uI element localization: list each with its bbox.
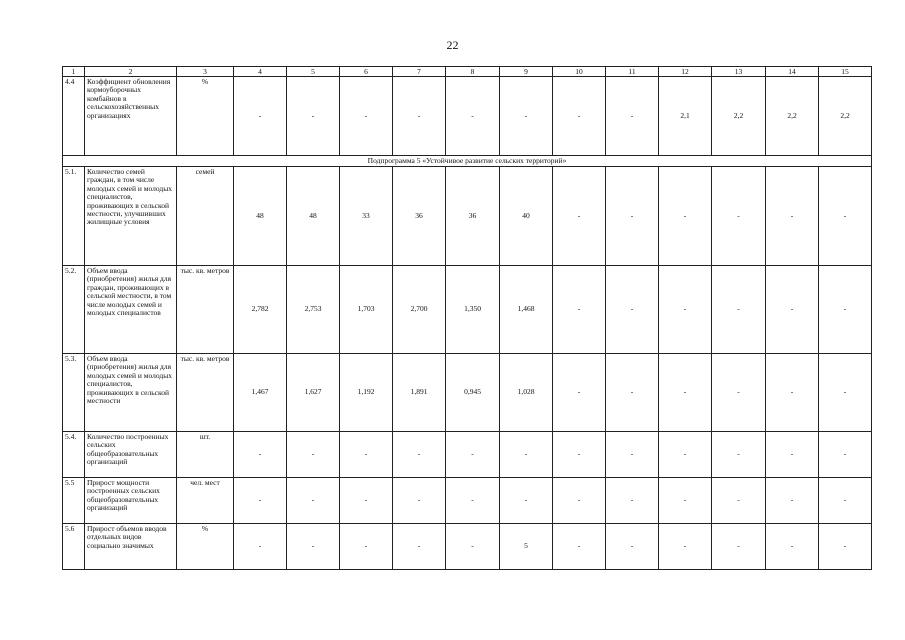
value-cell: - xyxy=(766,478,819,524)
value-cell: - xyxy=(553,266,606,354)
value-cell: 2,2 xyxy=(819,77,872,156)
value-cell: 1,350 xyxy=(446,266,500,354)
value-cell: 1,703 xyxy=(340,266,393,354)
value-cell: 0,945 xyxy=(446,354,500,432)
table-row xyxy=(63,167,872,266)
unit-cell: чел. мест xyxy=(177,478,234,524)
row-number: 5.6 xyxy=(63,524,85,570)
indicator-name: Количество семей граждан, в том числе молодых семей и молодых специалистов, проживающих в сельской местности, улучшивших жилищные условия xyxy=(85,167,177,266)
header-cell: 10 xyxy=(553,67,606,77)
indicator-name: Прирост объемов вводов отдельных видов социально значимых xyxy=(85,524,177,570)
value-cell: - xyxy=(553,354,606,432)
header-cell: 9 xyxy=(500,67,553,77)
value-cell: - xyxy=(500,478,553,524)
subprogram-title: Подпрограмма 5 «Устойчивое развитие сельских территорий» xyxy=(63,156,872,167)
header-cell: 13 xyxy=(712,67,766,77)
value-cell: - xyxy=(287,524,340,570)
value-cell: - xyxy=(446,524,500,570)
value-cell: - xyxy=(606,167,659,266)
value-cell: - xyxy=(819,432,872,478)
value-cell: - xyxy=(659,432,712,478)
value-cell: - xyxy=(287,432,340,478)
value-cell: 1,627 xyxy=(287,354,340,432)
value-cell: - xyxy=(287,478,340,524)
header-cell: 6 xyxy=(340,67,393,77)
value-cell: - xyxy=(553,432,606,478)
header-cell: 5 xyxy=(287,67,340,77)
value-cell: - xyxy=(712,266,766,354)
value-cell: - xyxy=(606,77,659,156)
value-cell: 5 xyxy=(500,524,553,570)
header-cell: 1 xyxy=(63,67,85,77)
value-cell: - xyxy=(340,478,393,524)
indicator-name: Объем ввода (приобретения) жилья для граждан, проживающих в сельской местности, в том числе молодых семей и молодых специалистов xyxy=(85,266,177,354)
value-cell: 48 xyxy=(234,167,287,266)
subprogram-row xyxy=(63,156,872,167)
header-cell: 4 xyxy=(234,67,287,77)
value-cell: - xyxy=(712,432,766,478)
unit-cell: тыс. кв. метров xyxy=(177,266,234,354)
row-number: 5.2. xyxy=(63,266,85,354)
indicator-name: Прирост мощности построенных сельских общеобразовательных организаций xyxy=(85,478,177,524)
value-cell: 33 xyxy=(340,167,393,266)
value-cell: - xyxy=(553,77,606,156)
value-cell: - xyxy=(819,266,872,354)
unit-cell: % xyxy=(177,524,234,570)
value-cell: - xyxy=(659,524,712,570)
value-cell: - xyxy=(606,354,659,432)
value-cell: - xyxy=(287,77,340,156)
table-row xyxy=(63,524,872,570)
value-cell: - xyxy=(712,478,766,524)
value-cell: 40 xyxy=(500,167,553,266)
unit-cell: % xyxy=(177,77,234,156)
row-number: 4.4 xyxy=(63,77,85,156)
header-cell: 7 xyxy=(393,67,446,77)
value-cell: - xyxy=(500,77,553,156)
value-cell: - xyxy=(500,432,553,478)
value-cell: - xyxy=(393,478,446,524)
value-cell: - xyxy=(446,478,500,524)
value-cell: - xyxy=(712,167,766,266)
row-number: 5.5 xyxy=(63,478,85,524)
table-row xyxy=(63,266,872,354)
header-cell: 3 xyxy=(177,67,234,77)
indicator-name: Количество построенных сельских общеобразовательных организаций xyxy=(85,432,177,478)
value-cell: - xyxy=(340,432,393,478)
value-cell: - xyxy=(659,167,712,266)
value-cell: - xyxy=(766,266,819,354)
value-cell: 2,700 xyxy=(393,266,446,354)
value-cell: - xyxy=(606,266,659,354)
value-cell: - xyxy=(446,77,500,156)
value-cell: 1,467 xyxy=(234,354,287,432)
value-cell: - xyxy=(393,432,446,478)
value-cell: - xyxy=(340,77,393,156)
value-cell: - xyxy=(393,77,446,156)
unit-cell: шт. xyxy=(177,432,234,478)
table-header-row xyxy=(63,67,872,77)
value-cell: - xyxy=(234,77,287,156)
row-number: 5.3. xyxy=(63,354,85,432)
value-cell: 2,753 xyxy=(287,266,340,354)
value-cell: - xyxy=(606,524,659,570)
value-cell: 36 xyxy=(393,167,446,266)
value-cell: 2,1 xyxy=(659,77,712,156)
value-cell: - xyxy=(553,478,606,524)
value-cell: - xyxy=(393,524,446,570)
table-row xyxy=(63,432,872,478)
value-cell: - xyxy=(606,478,659,524)
value-cell: 2,782 xyxy=(234,266,287,354)
page-number: 22 xyxy=(446,38,459,52)
value-cell: 2,2 xyxy=(766,77,819,156)
value-cell: - xyxy=(766,167,819,266)
unit-cell: тыс. кв. метров xyxy=(177,354,234,432)
row-number: 5.1. xyxy=(63,167,85,266)
value-cell: 1,192 xyxy=(340,354,393,432)
value-cell: - xyxy=(234,524,287,570)
value-cell: 36 xyxy=(446,167,500,266)
value-cell: - xyxy=(766,354,819,432)
value-cell: - xyxy=(553,167,606,266)
value-cell: - xyxy=(819,167,872,266)
indicator-name: Коэффициент обновления кормоуборочных комбайнов в сельскохозяйственных организациях xyxy=(85,77,177,156)
value-cell: 1,468 xyxy=(500,266,553,354)
header-cell: 11 xyxy=(606,67,659,77)
table-row xyxy=(63,354,872,432)
value-cell: - xyxy=(712,524,766,570)
value-cell: - xyxy=(606,432,659,478)
value-cell: - xyxy=(766,432,819,478)
header-cell: 2 xyxy=(85,67,177,77)
value-cell: 1,891 xyxy=(393,354,446,432)
row-number: 5.4. xyxy=(63,432,85,478)
value-cell: - xyxy=(659,478,712,524)
table-row xyxy=(63,478,872,524)
header-cell: 15 xyxy=(819,67,872,77)
value-cell: - xyxy=(234,478,287,524)
value-cell: - xyxy=(712,354,766,432)
value-cell: - xyxy=(766,524,819,570)
value-cell: - xyxy=(553,524,606,570)
header-cell: 8 xyxy=(446,67,500,77)
value-cell: - xyxy=(819,524,872,570)
value-cell: - xyxy=(234,432,287,478)
indicator-name: Объем ввода (приобретения) жилья для молодых семей и молодых специалистов, проживающих в сельской местности xyxy=(85,354,177,432)
value-cell: - xyxy=(819,354,872,432)
value-cell: - xyxy=(659,266,712,354)
value-cell: - xyxy=(340,524,393,570)
header-cell: 12 xyxy=(659,67,712,77)
table-row xyxy=(63,77,872,156)
indicator-table xyxy=(62,66,872,570)
value-cell: - xyxy=(819,478,872,524)
value-cell: - xyxy=(659,354,712,432)
unit-cell: семей xyxy=(177,167,234,266)
value-cell: 48 xyxy=(287,167,340,266)
value-cell: 1,028 xyxy=(500,354,553,432)
value-cell: - xyxy=(446,432,500,478)
value-cell: 2,2 xyxy=(712,77,766,156)
header-cell: 14 xyxy=(766,67,819,77)
